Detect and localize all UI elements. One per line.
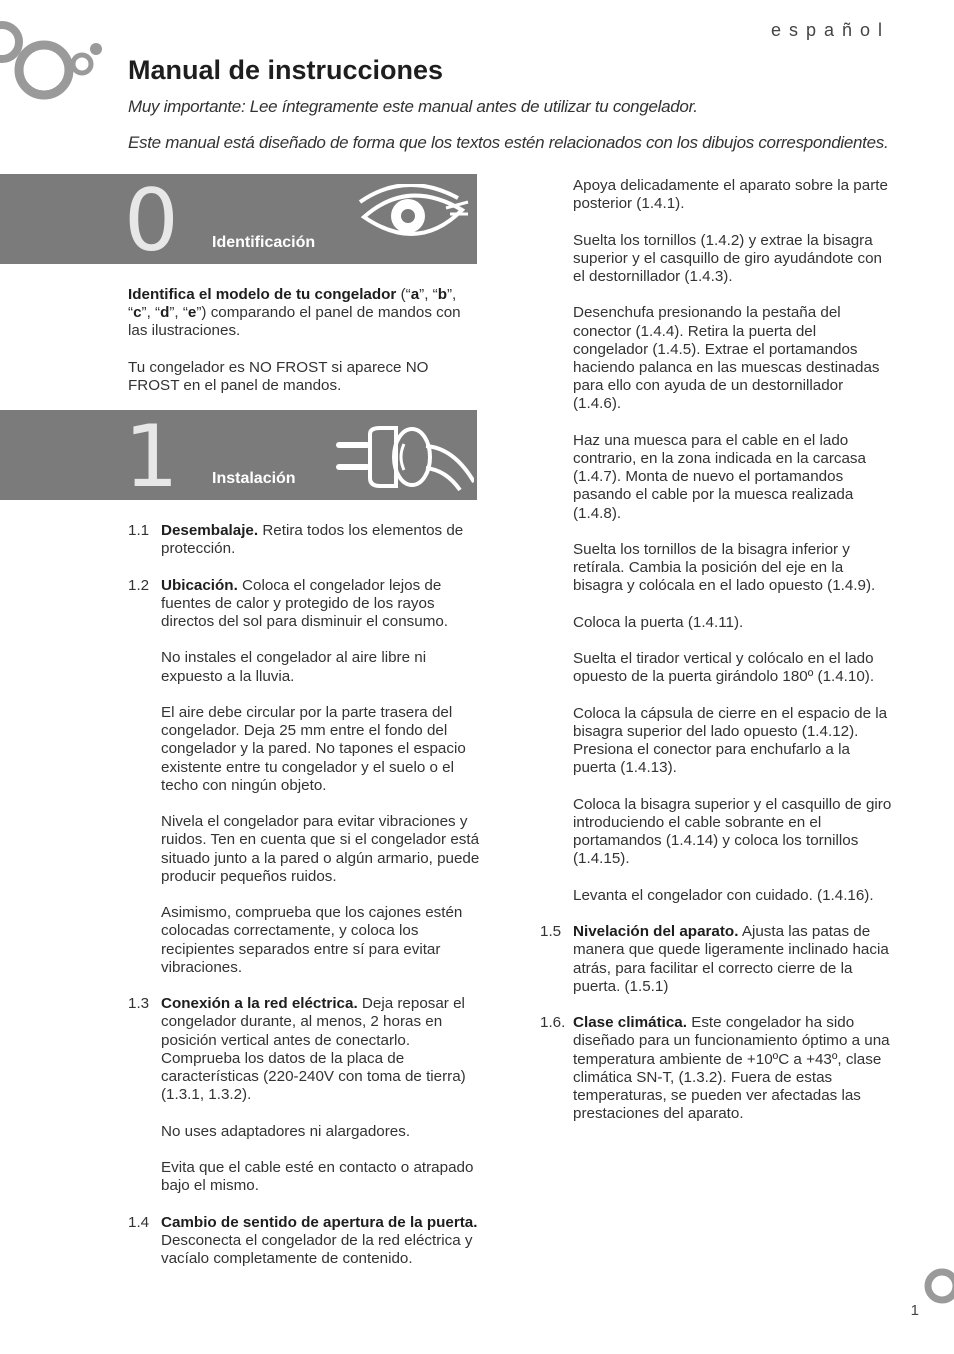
step-paragraph: Coloca la cápsula de cierre en el espacio de la bisagra superior del lado opuesto (1.4.12). Presiona el conector para enchufarlo a la puerta (1.4.13). (573, 704, 888, 777)
section-1-banner (0, 407, 477, 507)
quote-sep: ”, “ (141, 304, 161, 322)
door-reversal-steps (540, 177, 892, 905)
item-paragraph (161, 522, 480, 558)
item-title: Nivelación del aparato. (573, 923, 739, 941)
item-number: 1.2 (128, 576, 150, 594)
item-title: Clase climática. (573, 1014, 687, 1032)
identify-model-rest: ”) comparando el panel de mandos con las ilustraciones. (128, 304, 461, 340)
model-a: a (410, 286, 420, 303)
item-text: Este congelador ha sido diseñado para un funcionamiento óptimo a una temperatura ambiente de +10ºC a +43º, clase climática SN-T, (1.3.2). Fuera de estas temperaturas, se pueden ver afectadas las prestaciones del aparato. (573, 1014, 890, 1123)
item-paragraph (573, 1014, 892, 1123)
plug-icon (334, 424, 474, 496)
item-1-6 (540, 1014, 892, 1123)
item-number: 1.5 (540, 923, 562, 941)
item-text: Retira todos los elementos de protección. (161, 522, 464, 558)
item-paragraph: Asimismo, comprueba que los cajones estén colocadas correctamente, y coloca los recipientes separados entre sí para evitar vibraciones. (161, 904, 463, 976)
item-paragraph: No instales el congelador al aire libre ni expuesto a la lluvia. (161, 649, 427, 685)
step-paragraph: Coloca la bisagra superior y el casquillo de giro introduciendo el cable sobrante en el portamandos (1.4.14) y coloca los tornillos (1.4.15). (573, 795, 892, 868)
item-paragraph (161, 1214, 480, 1269)
item-number: 1.4 (128, 1213, 150, 1231)
no-frost-paragraph: Tu congelador es NO FROST si aparece NO FROST en el panel de mandos. (128, 358, 429, 394)
section-0-label: Identificación (212, 234, 316, 251)
page-number: 1 (910, 1302, 919, 1319)
item-text: Ajusta las patas de manera que quede ligeramente inclinado hacia atrás, para facilitar el correcto cierre de la puerta. (1.5.1) (573, 923, 889, 995)
page-title: Manual de instrucciones (128, 55, 444, 85)
item-paragraph (161, 995, 480, 1104)
section-0-number: 0 (124, 171, 179, 271)
left-column-items (128, 522, 480, 1286)
quote-sep: ”, “ (169, 304, 188, 322)
item-paragraph: Nivela el congelador para evitar vibraciones y ruidos. Ten en cuenta que si el congelador está situado junto a la pared o algún armario, puede producir pequeños ruidos. (161, 813, 480, 885)
item-1-4 (128, 1214, 480, 1269)
item-paragraph: Evita que el cable esté en contacto o atrapado bajo el mismo. (161, 1158, 474, 1195)
quote-sep: ”, “ (419, 286, 438, 303)
item-paragraph: No uses adaptadores ni alargadores. (161, 1122, 411, 1140)
step-paragraph: Coloca la puerta (1.4.11). (573, 613, 744, 631)
step-paragraph: Suelta el tirador vertical y colócalo en el lado opuesto de la puerta girándolo 180º (1.4.10). (573, 650, 875, 686)
item-1-1 (128, 522, 480, 558)
identify-model-bold: Identifica el modelo de tu congelador (128, 286, 397, 303)
right-column (540, 177, 892, 1142)
language-label: español (770, 20, 890, 40)
item-paragraph (161, 577, 480, 632)
step-paragraph: Suelta los tornillos (1.4.2) y extrae la bisagra superior y el casquillo de giro ayudándote con el destornillador (1.4.3). (573, 231, 883, 285)
step-paragraph: Haz una muesca para el cable en el lado contrario, en la zona indicada en la carcasa (1.4.7). Monta de nuevo el portamandos pasando el cable por la muesca realizada (1.4.8). (573, 431, 866, 522)
identify-model-paragraph (128, 286, 480, 341)
item-number: 1.3 (128, 995, 150, 1013)
brand-logo-circle-bottom (920, 1266, 954, 1306)
item-1-5 (540, 923, 892, 996)
item-text: Desconecta el congelador de la red eléctrica y vacíalo completamente de contenido. (161, 1231, 473, 1267)
item-title: Conexión a la red eléctrica. (161, 995, 358, 1013)
step-paragraph: Levanta el congelador con cuidado. (1.4.16). (573, 886, 874, 904)
item-paragraph: El aire debe circular por la parte trasera del congelador. Deja 25 mm entre el fondo del congelador y la pared. No tapones el espacio existente entre tu congelador y el suelo o el techo con ningún objeto. (161, 703, 466, 794)
step-paragraph: Suelta los tornillos de la bisagra inferior y retírala. Cambia la posición del eje en la bisagra y colócala en el lado opuesto (1.4.9). (573, 541, 876, 595)
item-text: Deja reposar el congelador durante, al menos, 2 horas en posición vertical antes de conectarlo. Comprueba los datos de la placa de características (220-240V con toma de tierra) (1.3.1, 1.3.2). (161, 995, 466, 1104)
item-title: Desembalaje. (161, 522, 259, 539)
item-1-3 (128, 995, 480, 1195)
item-number: 1.6. (540, 1014, 566, 1032)
item-text: Coloca el congelador lejos de fuentes de calor y protegido de los rayos directos del sol para disminuir el consumo. (161, 576, 449, 630)
intro-important: Muy importante: Lee íntegramente este manual antes de utilizar tu congelador. (128, 97, 698, 116)
model-d: d (160, 304, 170, 322)
section-1-number: 1 (124, 407, 179, 507)
section-0-banner (0, 171, 477, 271)
section-1-label: Instalación (212, 470, 296, 487)
step-paragraph: Desenchufa presionando la pestaña del conector (1.4.4). Retira la puerta del congelador (1.4.5). Extrae el portamandos haciendo palanca en las muescas destinadas para ello con ayuda de un destornillador (1.4.6). (573, 304, 880, 413)
section-0-text (128, 286, 480, 413)
step-paragraph: Apoya delicadamente el aparato sobre la parte posterior (1.4.1). (573, 177, 888, 213)
intro-description: Este manual está diseñado de forma que los textos estén relacionados con los dibujos correspondientes. (128, 133, 889, 152)
quote-open: (“ (396, 286, 411, 303)
item-paragraph (573, 923, 892, 996)
eye-icon (358, 184, 470, 246)
item-number: 1.1 (128, 522, 150, 539)
model-c: c (133, 304, 142, 322)
item-title: Cambio de sentido de apertura de la puerta. (161, 1213, 478, 1231)
quote-sep: ”, “ (128, 286, 457, 322)
model-e: e (187, 304, 197, 322)
item-title: Ubicación. (161, 576, 238, 594)
brand-logo-circles (0, 18, 104, 104)
model-b: b (437, 286, 447, 303)
item-1-2 (128, 577, 480, 977)
